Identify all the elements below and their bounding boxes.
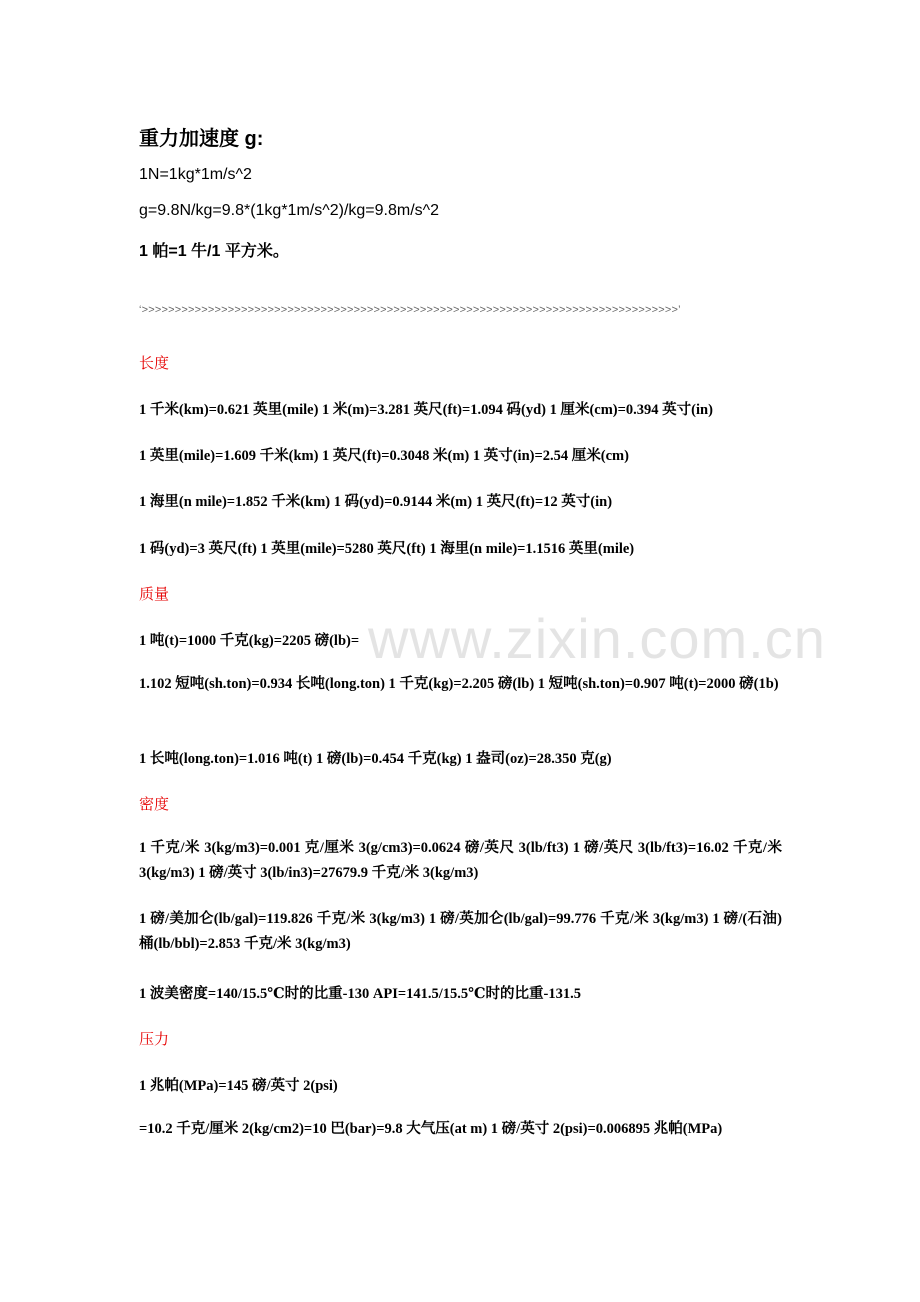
section-heading-pressure: 压力 — [139, 1030, 170, 1048]
mass-line-2: 1.102 短吨(sh.ton)=0.934 长吨(long.ton) 1 千克(kg)=2.205 磅(lb) 1 短吨(sh.ton)=0.907 吨(t)=2000 磅(1b) — [139, 676, 779, 692]
watermark: www.zixin.com.cn — [368, 607, 826, 670]
formula-pascal: 1 帕=1 牛/1 平方米。 — [139, 243, 289, 260]
section-heading-length: 长度 — [139, 354, 170, 372]
pressure-line-2: =10.2 千克/厘米 2(kg/cm2)=10 巴(bar)=9.8 大气压(at m) 1 磅/英寸 2(psi)=0.006895 兆帕(MPa) — [139, 1121, 723, 1137]
separator-line: ‘>>>>>>>>>>>>>>>>>>>>>>>>>>>>>>>>>>>>>>>>>>>>>>>>>>>>>>>>>>>>>>>>>>>>>>>>>>>>>>>>>’ — [139, 304, 681, 316]
page-title: 重力加速度 g: — [139, 128, 264, 150]
section-heading-density: 密度 — [139, 795, 170, 813]
section-heading-mass: 质量 — [139, 585, 170, 603]
density-line-1: 1 千克/米 3(kg/m3)=0.001 克/厘米 3(g/cm3)=0.0624 磅/英尺 3(lb/ft3) 1 磅/英尺 3(lb/ft3)=16.02 千克/米 3(kg/m3) 1 磅/英寸 3(lb/in3)=27679.9 千克/米 3(kg/m3) — [139, 840, 782, 881]
pressure-line-1: 1 兆帕(MPa)=145 磅/英寸 2(psi) — [139, 1078, 338, 1094]
mass-line-3: 1 长吨(long.ton)=1.016 吨(t) 1 磅(lb)=0.454 千克(kg) 1 盎司(oz)=28.350 克(g) — [139, 751, 612, 767]
length-line-2: 1 英里(mile)=1.609 千米(km) 1 英尺(ft)=0.3048 米(m) 1 英寸(in)=2.54 厘米(cm) — [139, 448, 629, 464]
length-line-4: 1 码(yd)=3 英尺(ft) 1 英里(mile)=5280 英尺(ft) 1 海里(n mile)=1.1516 英里(mile) — [139, 541, 635, 557]
length-line-3: 1 海里(n mile)=1.852 千米(km) 1 码(yd)=0.9144 米(m) 1 英尺(ft)=12 英寸(in) — [139, 494, 613, 510]
formula-newton: 1N=1kg*1m/s^2 — [139, 166, 252, 183]
density-line-3: 1 波美密度=140/15.5℃时的比重-130 API=141.5/15.5℃时的比重-131.5 — [139, 986, 581, 1002]
formula-gravity: g=9.8N/kg=9.8*(1kg*1m/s^2)/kg=9.8m/s^2 — [139, 202, 440, 219]
length-line-1: 1 千米(km)=0.621 英里(mile) 1 米(m)=3.281 英尺(ft)=1.094 码(yd) 1 厘米(cm)=0.394 英寸(in) — [139, 402, 713, 418]
mass-line-1: 1 吨(t)=1000 千克(kg)=2205 磅(lb)= — [139, 633, 360, 649]
density-line-2: 1 磅/美加仑(lb/gal)=119.826 千克/米 3(kg/m3) 1 磅/英加仑(lb/gal)=99.776 千克/米 3(kg/m3) 1 磅/(石油)桶(lb/bbl)=2.853 千克/米 3(kg/m3) — [139, 911, 782, 952]
